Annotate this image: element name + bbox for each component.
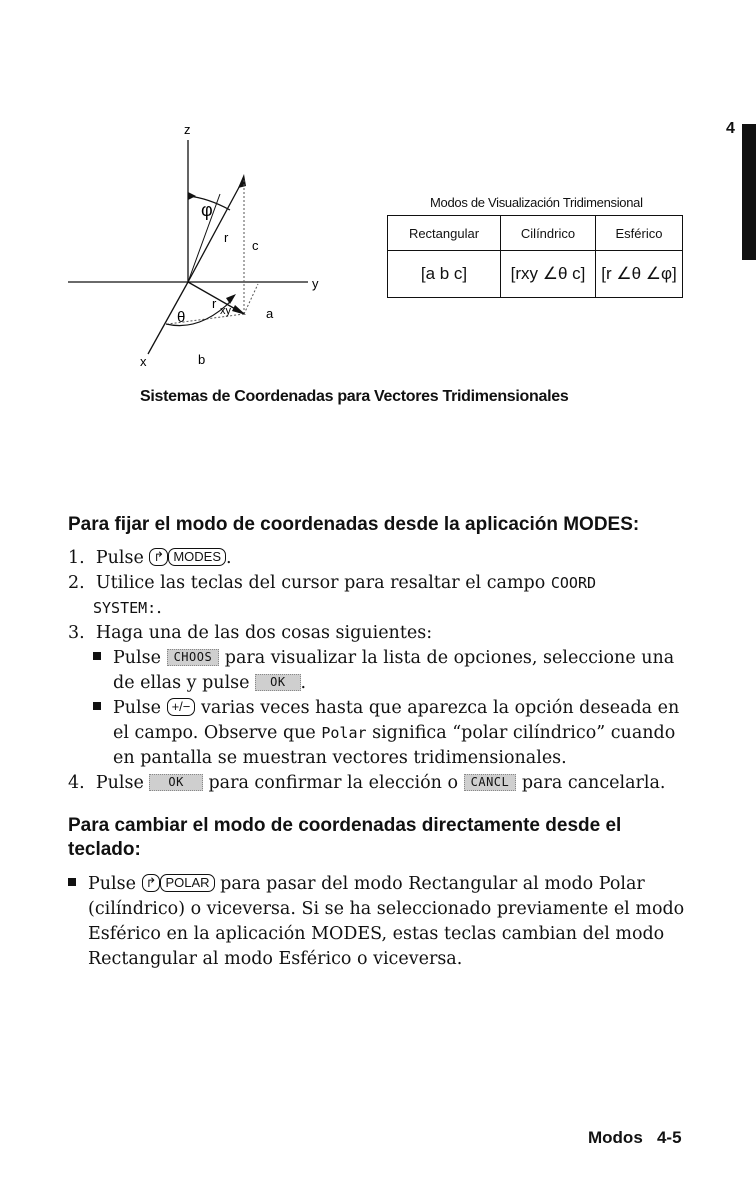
footer-page-number: 4-5 xyxy=(656,1128,682,1147)
table-header-cylindrical: Cilíndrico xyxy=(501,216,596,251)
theta-label: θ xyxy=(177,309,186,326)
right-shift-key: ↱ xyxy=(142,874,161,892)
page-footer xyxy=(588,1128,682,1148)
field-name-system: SYSTEM: xyxy=(93,599,157,617)
instruction-text: para pasar del modo Rectangular al modo Polar xyxy=(220,874,645,894)
y-axis-label: y xyxy=(312,276,319,291)
table-header-rectangular: Rectangular xyxy=(388,216,501,251)
step-number: 1. xyxy=(68,548,85,568)
bullet-icon xyxy=(93,652,101,660)
r-vector xyxy=(188,178,244,282)
keyboard-instruction-line2: (cilíndrico) o viceversa. Si se ha seleccionado previamente el modo xyxy=(88,899,685,919)
option-text: Pulse xyxy=(113,648,161,668)
step-3-option-2-line3 xyxy=(113,746,567,771)
table-title: Modos de Visualización Tridimensional xyxy=(430,195,643,210)
ok-softkey: OK xyxy=(149,774,202,791)
keyboard-instruction xyxy=(68,872,645,897)
keyboard-instruction-line3: Esférico en la aplicación MODES, estas teclas cambian del modo xyxy=(88,924,665,944)
step-1 xyxy=(68,546,232,571)
plus-minus-key: +/− xyxy=(167,698,196,716)
polar-key: POLAR xyxy=(160,874,214,892)
cancel-softkey: CANCL xyxy=(464,774,517,791)
option-text: el campo. Observe que xyxy=(113,723,316,743)
table-cell-cylindrical: [rxy ∠θ c] xyxy=(501,251,596,298)
step-3-option-2-line2 xyxy=(113,721,675,746)
theta-arrowhead xyxy=(226,294,236,304)
step-text: Utilice las teclas del cursor para resaltar el campo xyxy=(95,573,546,593)
step-3-option-1-line2 xyxy=(113,671,306,696)
b-label: b xyxy=(198,352,206,367)
display-modes-table xyxy=(387,215,683,298)
option-end: . xyxy=(300,673,307,693)
bullet-icon xyxy=(93,702,101,710)
table-header-spherical: Esférico xyxy=(596,216,683,251)
instruction-text: Pulse xyxy=(88,874,136,894)
step-4 xyxy=(68,771,665,796)
right-shift-key: ↱ xyxy=(149,548,168,566)
table-cell-rectangular: [a b c] xyxy=(388,251,501,298)
option-text: de ellas y pulse xyxy=(113,673,250,693)
option-text: en pantalla se muestran vectores tridimensionales. xyxy=(113,748,567,768)
step-text: Haga una de las dos cosas siguientes: xyxy=(95,623,433,643)
r-vector-arrowhead xyxy=(238,174,246,188)
step-number: 2. xyxy=(68,573,85,593)
chapter-number: 4 xyxy=(726,120,735,137)
z-axis-label: z xyxy=(184,122,191,137)
field-name-coord: COORD xyxy=(550,574,597,592)
phi-label: φ xyxy=(201,200,213,220)
step-end: . xyxy=(225,548,232,568)
step-text: Pulse xyxy=(95,548,144,568)
r-label: r xyxy=(224,230,229,245)
table-cell-spherical: [r ∠θ ∠φ] xyxy=(596,251,683,298)
modes-key: MODES xyxy=(168,548,226,566)
a-projection xyxy=(244,284,258,314)
step-3 xyxy=(68,621,432,646)
step-number: 4. xyxy=(68,773,85,793)
keyboard-instruction-line4: Rectangular al modo Esférico o viceversa. xyxy=(88,949,463,969)
option-text: varias veces hasta que aparezca la opción deseada en xyxy=(200,698,680,718)
step-number: 3. xyxy=(68,623,85,643)
step-2 xyxy=(68,571,596,596)
option-text: Pulse xyxy=(113,698,161,718)
coordinate-diagram xyxy=(60,118,350,378)
step-3-option-2 xyxy=(93,696,679,721)
phi-arrowhead xyxy=(188,192,196,200)
x-axis-label: x xyxy=(140,354,147,369)
a-label: a xyxy=(266,306,274,321)
step-text: para confirmar la elección o xyxy=(208,773,459,793)
step-2-line2 xyxy=(93,596,162,621)
option-text: significa “polar cilíndrico” cuando xyxy=(372,723,676,743)
ok-softkey: OK xyxy=(255,674,300,691)
choose-softkey: CHOOS xyxy=(167,649,220,666)
step-3-option-1 xyxy=(93,646,674,671)
rxy-label-sub: xy xyxy=(220,305,231,317)
figure-caption: Sistemas de Coordenadas para Vectores Tridimensionales xyxy=(140,388,569,405)
section-heading-modes-app: Para fijar el modo de coordenadas desde la aplicación MODES: xyxy=(68,514,640,535)
footer-section: Modos xyxy=(588,1128,643,1147)
bullet-icon xyxy=(68,878,76,886)
rxy-label-r: r xyxy=(212,296,217,311)
c-label: c xyxy=(252,238,259,253)
step-text: Pulse xyxy=(95,773,144,793)
step-text: para cancelarla. xyxy=(521,773,666,793)
option-text: para visualizar la lista de opciones, seleccione una xyxy=(224,648,675,668)
chapter-thumb-tab xyxy=(742,124,756,260)
polar-display-text: Polar xyxy=(321,724,367,742)
section-heading-keyboard: Para cambiar el modo de coordenadas directamente desde el teclado: xyxy=(68,815,622,860)
step-end: . xyxy=(156,598,162,618)
